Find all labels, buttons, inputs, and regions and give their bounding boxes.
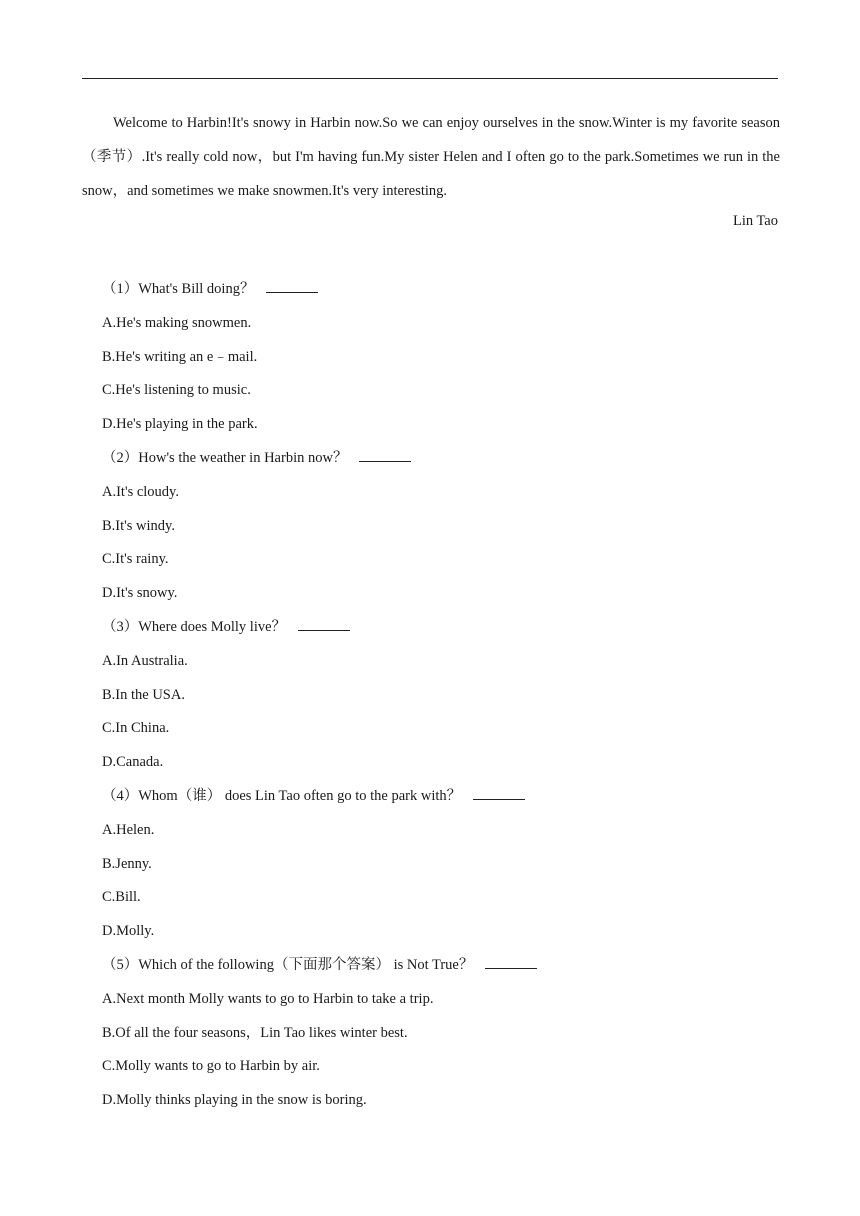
question-list — [102, 272, 782, 1117]
question-prompt: （1）What's Bill doing？ — [102, 281, 255, 297]
option-d: D.Molly. — [102, 923, 155, 940]
option-a: A.He's making snowmen. — [102, 314, 252, 331]
question-4 — [102, 779, 782, 813]
question-prompt: （3）Where does Molly live？ — [102, 618, 287, 635]
option-b: B.In the USA. — [102, 686, 185, 703]
answer-blank[interactable] — [266, 278, 318, 293]
answer-blank[interactable] — [485, 954, 537, 969]
question-prompt: （4）Whom（谁） does Lin Tao often go to the park with？ — [102, 787, 462, 804]
option-c: C.In China. — [102, 720, 170, 737]
answer-blank[interactable] — [359, 447, 411, 462]
answer-blank[interactable] — [298, 616, 350, 631]
option-a: A.In Australia. — [102, 652, 188, 669]
option-c: C.He's listening to music. — [102, 382, 251, 399]
question-prompt: （2）How's the weather in Harbin now？ — [102, 449, 348, 466]
option-b: B.He's writing an e﹣mail. — [102, 348, 258, 365]
passage-signature: Lin Tao — [732, 213, 778, 229]
option-c: C.Bill. — [102, 889, 141, 906]
option-c: C.Molly wants to go to Harbin by air. — [102, 1058, 320, 1075]
option-a: A.Next month Molly wants to go to Harbin to take a trip. — [102, 990, 434, 1007]
question-5 — [102, 948, 782, 982]
option-b: B.Jenny. — [102, 855, 152, 872]
question-3 — [102, 610, 782, 644]
option-d: D.He's playing in the park. — [102, 416, 258, 433]
option-d: D.It's snowy. — [102, 585, 178, 602]
option-a: A.It's cloudy. — [102, 483, 179, 500]
option-b: B.Of all the four seasons，Lin Tao likes winter best. — [102, 1024, 408, 1041]
option-d: D.Canada. — [102, 754, 164, 771]
reading-passage: Welcome to Harbin!It's snowy in Harbin now.So we can enjoy ourselves in the snow.Winter is my favorite season（季节）.It's really cold now，but I'm having fun.My sister Helen and I often go to the park.Sometimes we run in the snow，and sometimes we make snowmen.It's very interesting. — [82, 115, 780, 199]
answer-blank[interactable] — [473, 785, 525, 800]
option-c: C.It's rainy. — [102, 551, 169, 568]
question-1 — [102, 272, 782, 306]
header-rule — [82, 78, 778, 79]
question-2 — [102, 441, 782, 475]
question-prompt: （5）Which of the following（下面那个答案） is Not True？ — [102, 956, 474, 973]
option-d: D.Molly thinks playing in the snow is boring. — [102, 1092, 367, 1109]
option-b: B.It's windy. — [102, 517, 175, 534]
option-a: A.Helen. — [102, 821, 155, 838]
